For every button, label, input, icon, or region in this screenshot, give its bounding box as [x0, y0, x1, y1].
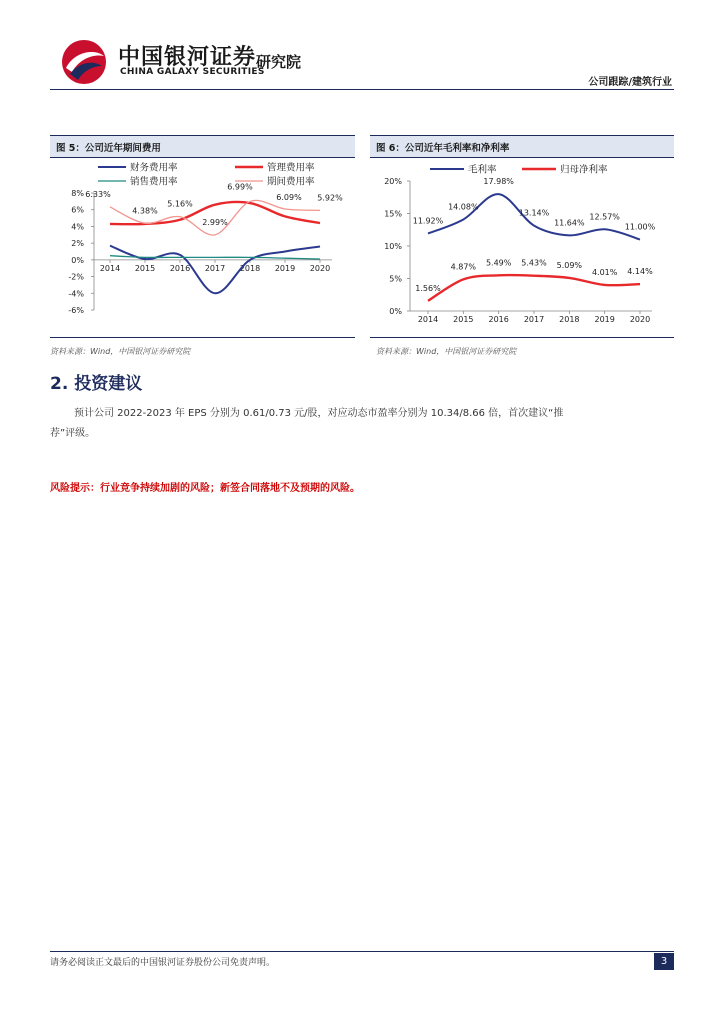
data-label: 11.00%: [624, 222, 656, 232]
figure-6-bottom-rule: [370, 337, 674, 338]
legend-label: 毛利率: [468, 164, 497, 176]
legend-label: 归母净利率: [560, 164, 608, 176]
data-label: 4.01%: [591, 267, 618, 277]
x-tick-label: 2015: [134, 263, 156, 273]
investment-advice-paragraph: 预计公司 2022-2023 年 EPS 分别为 0.61/0.73 元/股，对应动态市盈率分别为 10.34/8.66 倍，首次建议“推荐”评级。: [50, 408, 564, 439]
y-tick-label: 5%: [389, 274, 402, 284]
y-tick-label: 2%: [71, 239, 84, 249]
header-divider: [50, 89, 674, 90]
y-tick-label: 4%: [71, 222, 84, 232]
data-label: 4.87%: [450, 262, 477, 272]
data-label: 5.49%: [485, 258, 512, 268]
x-tick-label: 2019: [594, 315, 615, 324]
data-label: 4.14%: [627, 267, 653, 277]
figure-5-source: 资料来源：Wind，中国银河证券研究院: [50, 347, 191, 356]
data-label: 5.92%: [317, 193, 343, 203]
figure-6-titlebar: [370, 135, 674, 158]
x-tick-label: 2017: [204, 263, 226, 273]
data-label: 4.38%: [132, 206, 158, 216]
galaxy-logo-icon: [60, 38, 108, 86]
risk-warning: 风险提示：行业竞争持续加剧的风险；新签合同落地不及预期的风险。: [50, 483, 360, 494]
y-tick-label: -4%: [68, 289, 84, 299]
data-label: 12.57%: [589, 212, 620, 222]
figure-6-panel: [370, 135, 674, 338]
footer-divider: [50, 951, 674, 952]
data-label: 2.99%: [202, 217, 228, 227]
brand-name-cn: 中国银河证券: [118, 45, 257, 70]
legend-label: 财务费用率: [130, 162, 178, 174]
figure-5-titlebar: [50, 135, 355, 158]
data-label: 5.43%: [521, 258, 547, 268]
x-tick-label: 2019: [274, 263, 296, 273]
legend-label: 管理费用率: [267, 162, 315, 174]
x-tick-label: 2016: [488, 315, 509, 324]
data-label: 5.09%: [556, 260, 583, 270]
research-institute-label: 研究院: [256, 53, 302, 71]
y-tick-label: 6%: [71, 205, 84, 215]
page-number: 3: [654, 953, 674, 970]
x-tick-label: 2020: [629, 315, 651, 324]
y-tick-label: -6%: [68, 306, 84, 315]
margin-chart: [370, 157, 674, 337]
y-tick-label: -2%: [68, 272, 84, 282]
x-tick-label: 2018: [559, 315, 580, 324]
x-tick-label: 2014: [417, 315, 439, 324]
x-tick-label: 2015: [453, 315, 474, 324]
data-label: 11.64%: [554, 218, 585, 228]
legend-label: 期间费用率: [267, 176, 315, 188]
figure-6-title: 图 6：公司近年毛利率和净利率: [376, 143, 510, 154]
y-tick-label: 10%: [384, 242, 402, 251]
data-label: 1.56%: [415, 283, 441, 293]
data-label: 6.99%: [227, 182, 253, 192]
brand-name-en: CHINA GALAXY SECURITIES: [120, 67, 265, 77]
x-tick-label: 2014: [99, 263, 121, 273]
y-tick-label: 0%: [71, 255, 84, 265]
figure-6-source: 资料来源：Wind，中国银河证券研究院: [376, 347, 517, 356]
series-line: [428, 275, 640, 301]
y-tick-label: 8%: [71, 189, 84, 198]
data-label: 13.14%: [518, 208, 550, 218]
report-type-label: 公司跟踪/建筑行业: [588, 77, 672, 88]
x-tick-label: 2016: [169, 263, 191, 273]
y-tick-label: 0%: [389, 307, 402, 316]
legend-label: 销售费用率: [130, 176, 178, 188]
footer-disclaimer: 请务必阅读正文最后的中国银河证券股份公司免责声明。: [50, 958, 276, 968]
y-tick-label: 15%: [384, 209, 402, 219]
section-title: 2. 投资建议: [50, 374, 143, 394]
data-label: 6.33%: [85, 189, 111, 199]
figure-5-bottom-rule: [50, 337, 355, 338]
x-tick-label: 2020: [309, 263, 331, 273]
data-label: 5.16%: [167, 199, 193, 209]
x-tick-label: 2018: [239, 263, 261, 273]
figure-5-panel: [50, 135, 355, 338]
y-tick-label: 20%: [384, 177, 402, 186]
data-label: 17.98%: [483, 177, 514, 187]
data-label: 11.92%: [412, 216, 444, 226]
figure-5-title: 图 5：公司近年期间费用: [56, 143, 161, 154]
expense-ratio-chart: [50, 157, 355, 337]
data-label: 14.08%: [448, 202, 479, 212]
x-tick-label: 2017: [523, 315, 545, 324]
data-label: 6.09%: [276, 192, 302, 202]
